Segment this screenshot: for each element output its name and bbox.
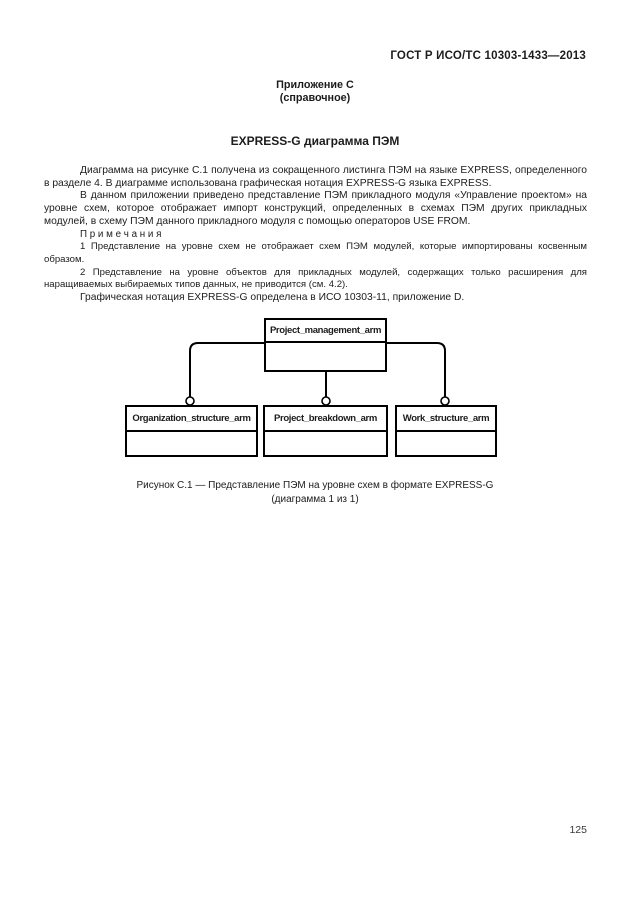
paragraph-1: Диаграмма на рисунке С.1 получена из сокращенного листинга ПЭМ на языке EXPRESS, определенного в разделе 4. В диаграмме использована графическая нотация EXPRESS-G языка EXPRESS. [44, 165, 587, 189]
annex-block [0, 79, 630, 105]
note-1: 1 Представление на уровне схем не отображает схем ПЭМ модулей, которые импортированы косвенным образом. [44, 241, 587, 265]
annex-title: Приложение С [276, 79, 354, 91]
schema-box-organization-structure [125, 405, 258, 457]
schema-ref-circle-icon [186, 397, 194, 405]
schema-box-project-breakdown [263, 405, 388, 457]
section-heading: EXPRESS-G диаграмма ПЭМ [230, 134, 400, 148]
schema-box-label: Work_structure_arm [397, 407, 495, 432]
paragraph-3: Графическая нотация EXPRESS-G определена в ИСО 10303-11, приложение D. [80, 292, 465, 304]
body-text [44, 165, 587, 305]
paragraph-2: В данном приложении приведено представление ПЭМ прикладного модуля «Управление проектом» на уровне схем, которое отображает импорт конструкций, определенных в схемах ПЭМ других прикладных модулей, в схему ПЭМ данного прикладного модуля с помощью операторов USE FROM. [44, 190, 587, 227]
schema-box-work-structure [395, 405, 497, 457]
schema-ref-circle-icon [322, 397, 330, 405]
schema-box-project-management [264, 318, 387, 372]
schema-box-label: Organization_structure_arm [127, 407, 256, 432]
page-number: 125 [569, 824, 587, 836]
figure-caption [0, 479, 630, 506]
figure-caption-line2: (диаграмма 1 из 1) [271, 493, 359, 505]
express-g-diagram [0, 310, 630, 480]
annex-subtitle: (справочное) [279, 92, 351, 104]
notes-label: П р и м е ч а н и я [80, 228, 162, 240]
schema-box-label: Project_breakdown_arm [265, 407, 386, 432]
connector-line-right [386, 343, 445, 397]
connector-line-left [190, 343, 265, 397]
schema-box-label: Project_management_arm [266, 320, 385, 343]
schema-ref-circle-icon [441, 397, 449, 405]
figure-caption-line1: Рисунок С.1 — Представление ПЭМ на уровне схем в формате EXPRESS-G [136, 480, 494, 491]
note-2: 2 Представление на уровне объектов для прикладных модулей, содержащих только расширения для наращиваемых выбираемых типов данных, не приводится (см. 4.2). [44, 266, 587, 291]
document-header: ГОСТ Р ИСО/ТС 10303-1433—2013 [390, 50, 586, 62]
